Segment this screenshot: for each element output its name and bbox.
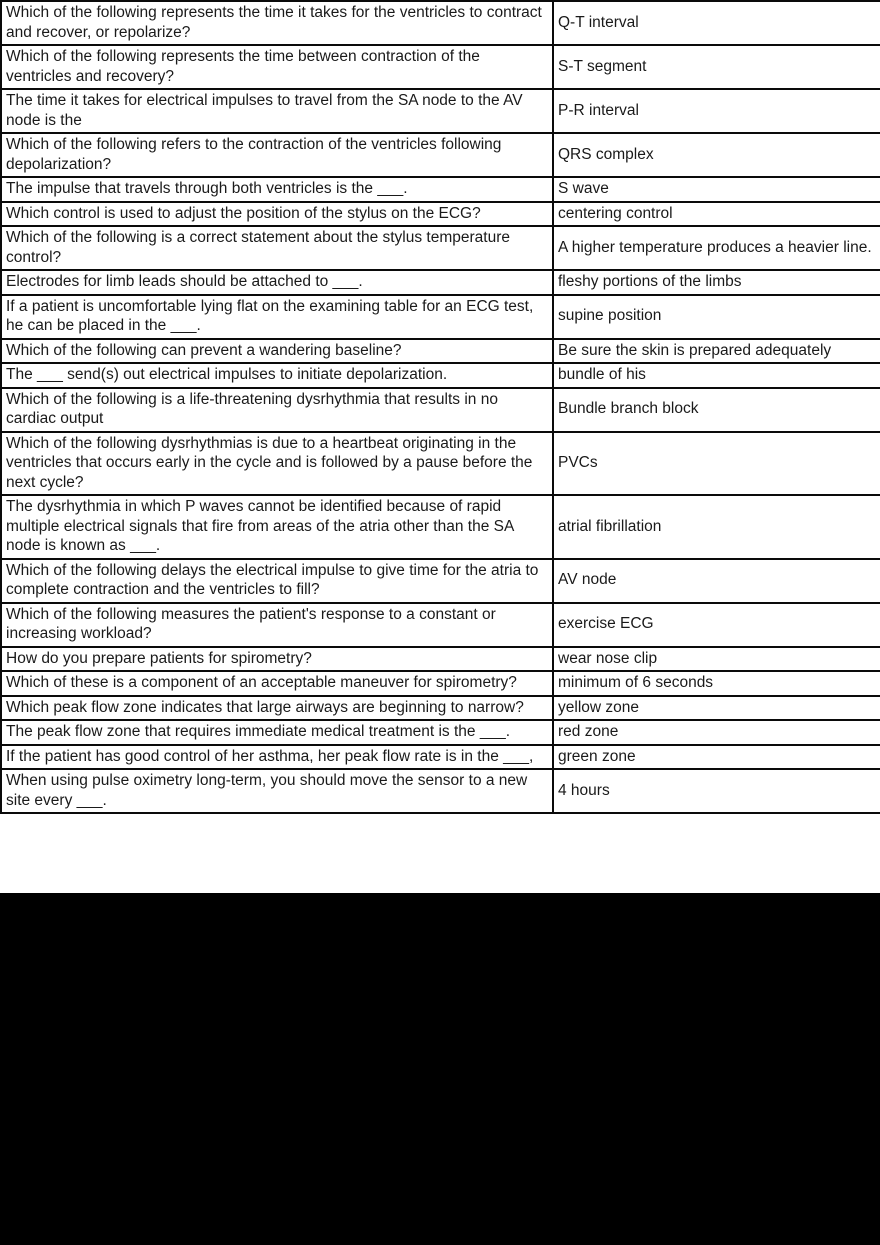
answer-cell: AV node [553, 559, 880, 603]
question-cell: The impulse that travels through both ventricles is the ___. [1, 177, 553, 202]
question-cell: Which of the following measures the patient's response to a constant or increasing workload? [1, 603, 553, 647]
question-cell: If a patient is uncomfortable lying flat on the examining table for an ECG test, he can be placed in the ___. [1, 295, 553, 339]
question-cell: Which of the following delays the electrical impulse to give time for the atria to complete contraction and the ventricles to fill? [1, 559, 553, 603]
question-cell: Which of the following is a life-threatening dysrhythmia that results in no cardiac output [1, 388, 553, 432]
answer-cell: fleshy portions of the limbs [553, 270, 880, 295]
question-cell: Which of the following represents the time it takes for the ventricles to contract and recover, or repolarize? [1, 1, 553, 45]
table-row [1, 177, 880, 202]
question-cell: The time it takes for electrical impulses to travel from the SA node to the AV node is the [1, 89, 553, 133]
answer-cell: green zone [553, 745, 880, 770]
question-cell: Which control is used to adjust the position of the stylus on the ECG? [1, 202, 553, 227]
question-cell: Which of the following dysrhythmias is due to a heartbeat originating in the ventricles that occurs early in the cycle and is followed by a pause before the next cycle? [1, 432, 553, 496]
answer-cell: QRS complex [553, 133, 880, 177]
question-cell: Which peak flow zone indicates that large airways are beginning to narrow? [1, 696, 553, 721]
question-cell: Which of the following can prevent a wandering baseline? [1, 339, 553, 364]
answer-cell: bundle of his [553, 363, 880, 388]
question-cell: When using pulse oximetry long-term, you should move the sensor to a new site every ___. [1, 769, 553, 813]
table-row [1, 363, 880, 388]
answer-cell: 4 hours [553, 769, 880, 813]
question-cell: Electrodes for limb leads should be attached to ___. [1, 270, 553, 295]
answer-cell: wear nose clip [553, 647, 880, 672]
table-row [1, 388, 880, 432]
table-row [1, 671, 880, 696]
question-cell: The peak flow zone that requires immediate medical treatment is the ___. [1, 720, 553, 745]
table-row [1, 720, 880, 745]
question-cell: The dysrhythmia in which P waves cannot be identified because of rapid multiple electrical signals that fire from areas of the atria other than the SA node is known as ___. [1, 495, 553, 559]
answer-cell: supine position [553, 295, 880, 339]
question-cell: How do you prepare patients for spirometry? [1, 647, 553, 672]
table-row [1, 769, 880, 813]
table-row [1, 226, 880, 270]
answer-cell: atrial fibrillation [553, 495, 880, 559]
table-row [1, 133, 880, 177]
table-row [1, 339, 880, 364]
answer-cell: S wave [553, 177, 880, 202]
table-row [1, 559, 880, 603]
question-cell: Which of these is a component of an acceptable maneuver for spirometry? [1, 671, 553, 696]
table-row [1, 295, 880, 339]
answer-cell: Bundle branch block [553, 388, 880, 432]
table-row [1, 603, 880, 647]
answer-cell: Q-T interval [553, 1, 880, 45]
question-cell: The ___ send(s) out electrical impulses to initiate depolarization. [1, 363, 553, 388]
qa-table-body [1, 1, 880, 813]
question-cell: Which of the following represents the time between contraction of the ventricles and recovery? [1, 45, 553, 89]
letterbox-black-area [0, 893, 880, 1245]
table-row [1, 202, 880, 227]
table-row [1, 696, 880, 721]
question-cell: If the patient has good control of her asthma, her peak flow rate is in the ___, [1, 745, 553, 770]
answer-cell: A higher temperature produces a heavier line. [553, 226, 880, 270]
answer-cell: P-R interval [553, 89, 880, 133]
table-row [1, 495, 880, 559]
answer-cell: exercise ECG [553, 603, 880, 647]
answer-cell: yellow zone [553, 696, 880, 721]
answer-cell: centering control [553, 202, 880, 227]
question-cell: Which of the following is a correct statement about the stylus temperature control? [1, 226, 553, 270]
question-cell: Which of the following refers to the contraction of the ventricles following depolarization? [1, 133, 553, 177]
answer-cell: red zone [553, 720, 880, 745]
answer-cell: minimum of 6 seconds [553, 671, 880, 696]
table-row [1, 647, 880, 672]
answer-cell: PVCs [553, 432, 880, 496]
table-row [1, 432, 880, 496]
table-row [1, 1, 880, 45]
answer-cell: S-T segment [553, 45, 880, 89]
table-row [1, 89, 880, 133]
table-row [1, 45, 880, 89]
answer-cell: Be sure the skin is prepared adequately [553, 339, 880, 364]
table-row [1, 745, 880, 770]
table-row [1, 270, 880, 295]
